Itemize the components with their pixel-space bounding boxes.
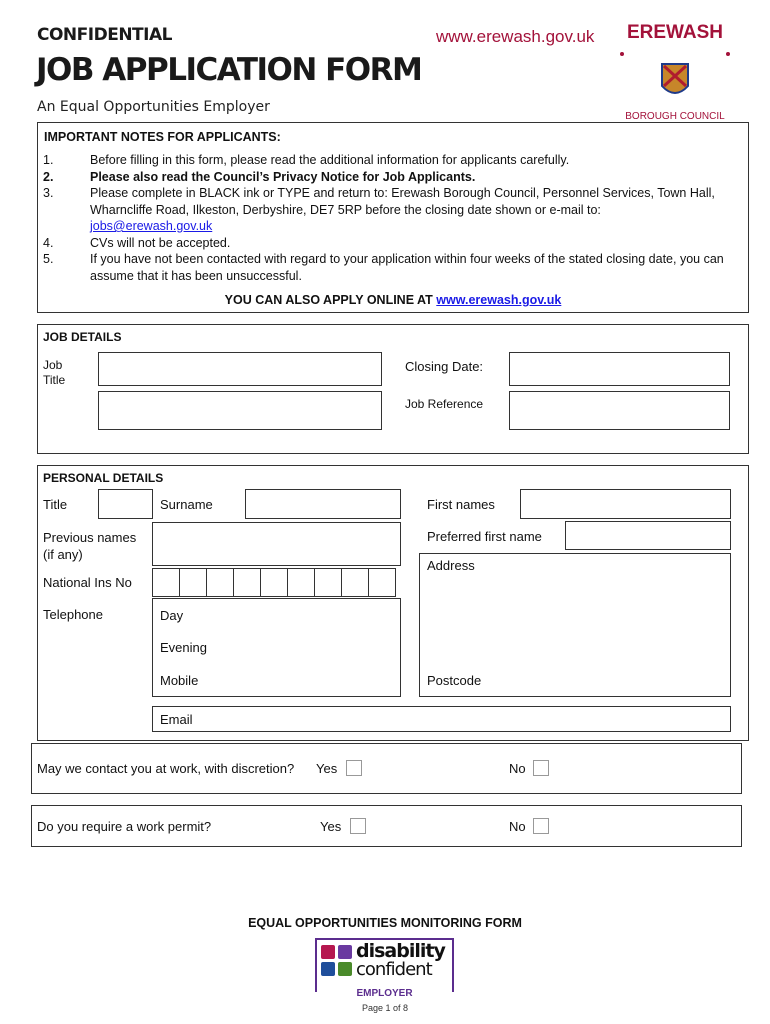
speech-icon [338, 962, 352, 976]
contact-yes-label: Yes [316, 761, 338, 776]
address-label: Address [427, 558, 475, 573]
ni-cell[interactable] [341, 568, 369, 597]
ni-label: National Ins No [43, 575, 132, 590]
logo-text: EREWASH [626, 22, 724, 43]
first-names-label: First names [427, 497, 495, 512]
ni-cell[interactable] [287, 568, 315, 597]
job-reference-label: Job Reference [405, 397, 484, 411]
closing-date-label: Closing Date: [405, 359, 484, 374]
contact-no-checkbox[interactable] [533, 760, 549, 776]
ni-cell[interactable] [152, 568, 180, 597]
logo-line3: EMPLOYER [317, 988, 452, 999]
personal-details-heading: PERSONAL DETAILS [43, 471, 164, 485]
confidential-label: CONFIDENTIAL [37, 25, 172, 45]
note-item: 3. Please complete in BLACK ink or TYPE and return to: Erewash Borough Council, Personnel Services, Town Hall, Wharncliffe Road, Ilkeston, Derbyshire, DE7 5RP before the closing date shown or e-mail to: jobs@erewash.gov.uk [43, 186, 715, 233]
note-item: 4. CVs will not be accepted. [43, 235, 231, 250]
important-notes-panel [37, 122, 749, 313]
logo-line1: disability [356, 940, 445, 962]
job-title-input-line2[interactable] [98, 391, 382, 430]
ni-cell[interactable] [206, 568, 234, 597]
logo-line2: confident [356, 959, 432, 980]
council-logo [612, 22, 738, 122]
ni-cell[interactable] [368, 568, 396, 597]
evening-label: Evening [160, 640, 207, 655]
job-details-heading: JOB DETAILS [43, 330, 122, 344]
check-icon [338, 945, 352, 959]
preferred-name-input[interactable] [565, 521, 731, 550]
ni-cell[interactable] [260, 568, 288, 597]
surname-label: Surname [160, 497, 213, 512]
preferred-name-label: Preferred first name [427, 529, 542, 544]
page-subtitle: An Equal Opportunities Employer [37, 99, 270, 115]
unlock-icon [321, 962, 335, 976]
email-label: Email [160, 712, 193, 727]
contact-question: May we contact you at work, with discretion? [37, 761, 295, 776]
email-link[interactable]: jobs@erewash.gov.uk [90, 219, 213, 233]
permit-no-checkbox[interactable] [533, 818, 549, 834]
note-item: 2. Please also read the Council’s Privacy Notice for Job Applicants. [43, 169, 476, 184]
previous-names-input[interactable] [152, 522, 401, 566]
day-label: Day [160, 608, 184, 623]
website-link[interactable]: www.erewash.gov.uk [436, 27, 595, 46]
ni-cell[interactable] [179, 568, 207, 597]
postcode-label: Postcode [427, 673, 482, 688]
mobile-label: Mobile [160, 673, 199, 688]
contact-yes-checkbox[interactable] [346, 760, 362, 776]
job-reference-input[interactable] [509, 391, 730, 430]
apply-online-text: YOU CAN ALSO APPLY ONLINE AT www.erewash.gov.uk [224, 293, 562, 307]
closing-date-input[interactable] [509, 352, 730, 386]
page-title: JOB APPLICATION FORM [36, 52, 422, 88]
telephone-label: Telephone [43, 607, 103, 622]
job-title-input[interactable] [98, 352, 382, 386]
note-item: 5. If you have not been contacted with regard to your application within four weeks of the stated closing date, you can assume that it has been unsuccessful. [43, 252, 724, 283]
ni-cell[interactable] [314, 568, 342, 597]
ni-number-input[interactable] [152, 568, 396, 597]
monitoring-form-heading: EQUAL OPPORTUNITIES MONITORING FORM [248, 916, 522, 930]
apply-online-link[interactable]: www.erewash.gov.uk [436, 293, 562, 307]
email-input[interactable] [152, 706, 731, 732]
permit-question: Do you require a work permit? [37, 819, 212, 834]
first-names-input[interactable] [520, 489, 731, 519]
surname-input[interactable] [245, 489, 401, 519]
notes-heading: IMPORTANT NOTES FOR APPLICANTS: [44, 130, 281, 144]
permit-yes-label: Yes [320, 819, 342, 834]
job-details-panel [37, 324, 749, 454]
note-item: 1. Before filling in this form, please read the additional information for applicants carefully. [43, 153, 570, 167]
svg-text:BOROUGH COUNCIL: BOROUGH COUNCIL [625, 111, 725, 122]
title-label: Title [43, 497, 68, 512]
contact-no-label: No [509, 761, 526, 776]
disability-confident-logo [315, 938, 454, 999]
people-icon [321, 945, 335, 959]
permit-yes-checkbox[interactable] [350, 818, 366, 834]
permit-no-label: No [509, 819, 526, 834]
title-input[interactable] [98, 489, 153, 519]
ni-cell[interactable] [233, 568, 261, 597]
page-number: Page 1 of 8 [361, 1003, 409, 1013]
coat-of-arms-icon [612, 44, 738, 122]
previous-names-label: Previous names (if any) [43, 530, 137, 562]
job-title-label: Job Title [43, 358, 66, 387]
